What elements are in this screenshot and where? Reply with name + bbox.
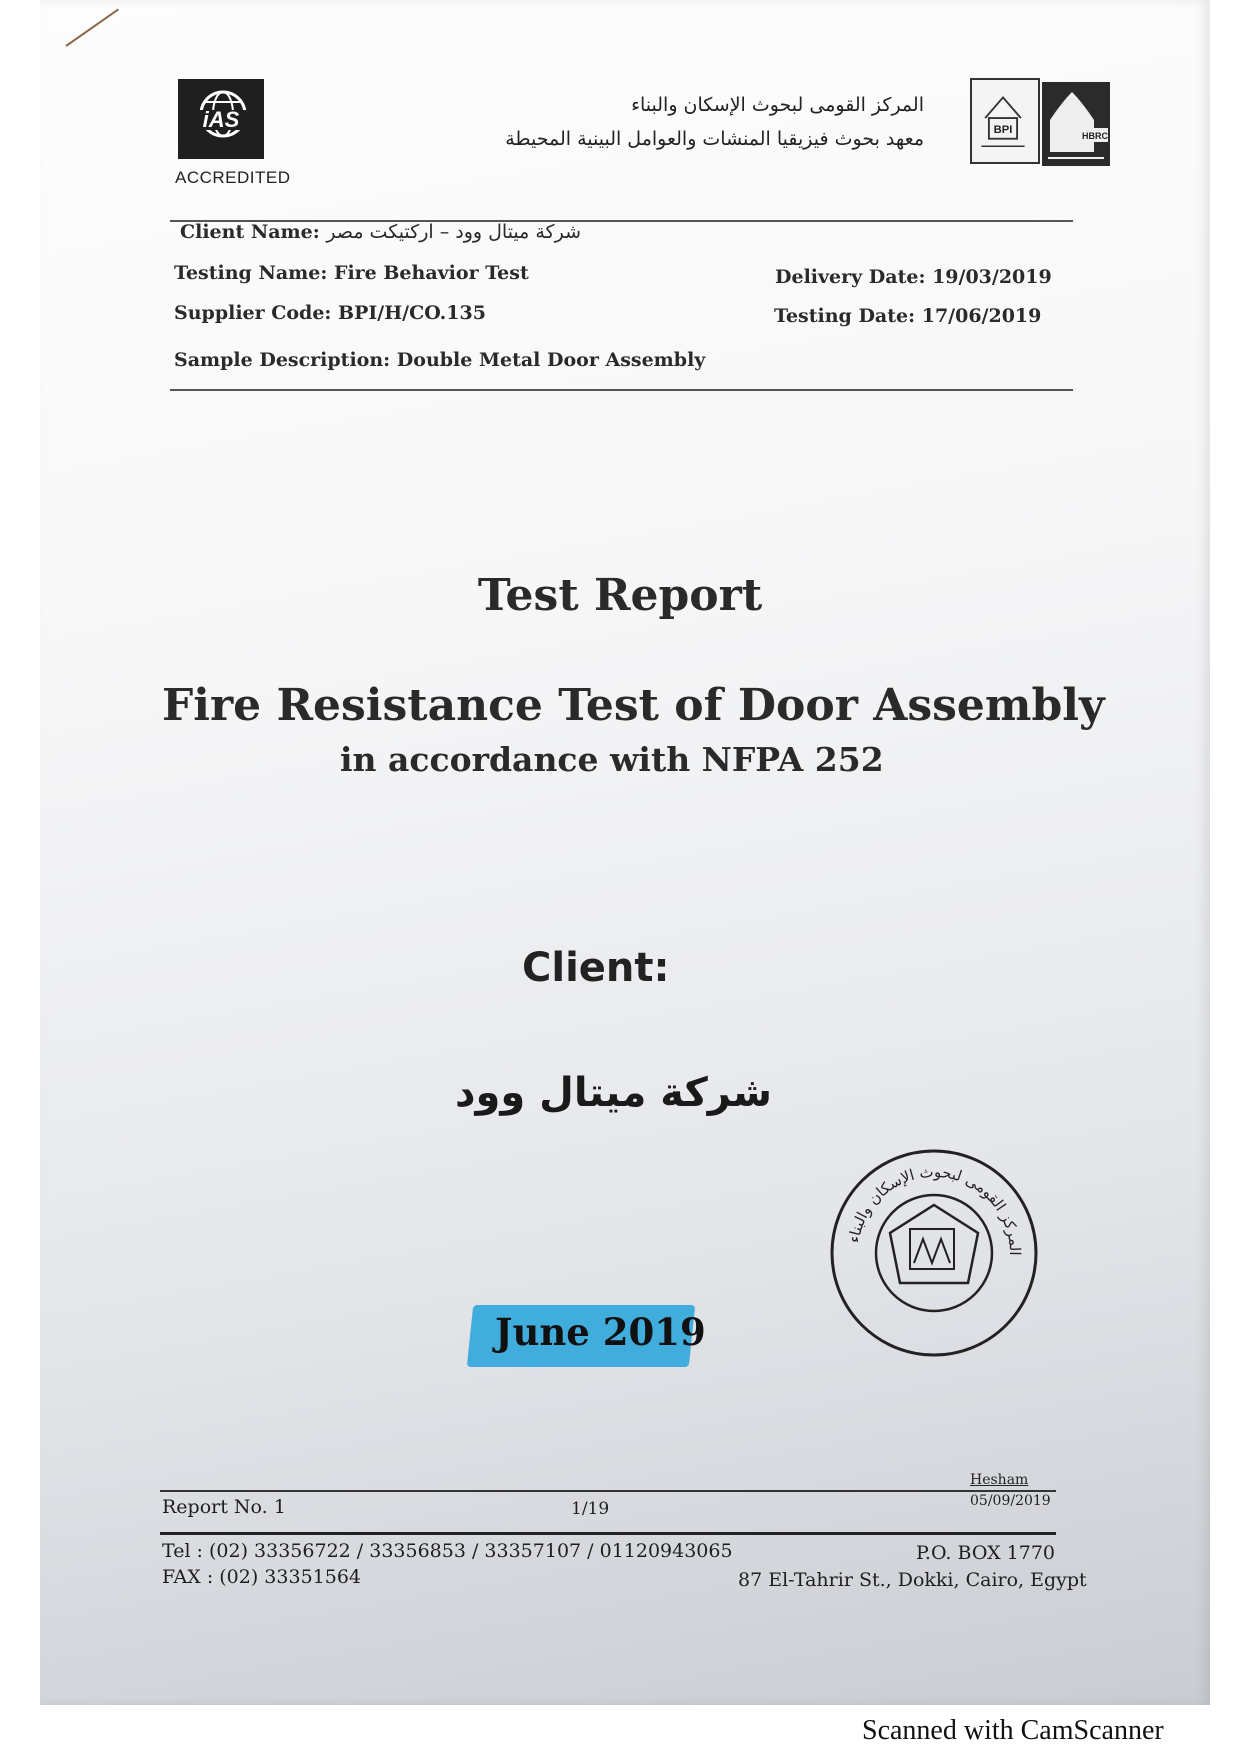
- sign-date: 05/09/2019: [970, 1493, 1051, 1509]
- po-box: P.O. BOX 1770: [916, 1542, 1055, 1564]
- client-heading: Client:: [522, 945, 670, 991]
- institute-name-arabic: المركز القومى لبحوث الإسكان والبناء: [631, 94, 924, 116]
- accredited-label: ACCREDITED: [175, 168, 291, 187]
- report-title: Test Report: [477, 570, 763, 621]
- document-page: [40, 0, 1210, 1705]
- sample-description: Sample Description: Double Metal Door Assembly: [174, 349, 706, 371]
- report-number: Report No. 1: [162, 1496, 286, 1518]
- client-name-label: Client Name:: [180, 221, 320, 243]
- testing-date: Testing Date: 17/06/2019: [774, 305, 1042, 327]
- fax-number: FAX : (02) 33351564: [162, 1566, 362, 1588]
- hbrc-logo: [1042, 82, 1110, 166]
- page-number: 1/19: [571, 1499, 610, 1519]
- globe-icon: [181, 84, 261, 154]
- report-subtitle: Fire Resistance Test of Door Assembly: [162, 680, 1105, 731]
- client-name-row: [180, 221, 581, 243]
- footer-bottom-rule: [160, 1532, 1056, 1535]
- report-date: June 2019: [495, 1310, 706, 1354]
- svg-text:BPI: BPI: [993, 124, 1013, 137]
- client-name-value: شركة ميتال وود – اركتيكت مصر: [326, 221, 582, 243]
- stamp-arabic-text: المركز القومى لبحوث الإسكان والبناء: [844, 1162, 1025, 1256]
- scanner-watermark: Scanned with CamScanner: [862, 1715, 1164, 1746]
- client-name-arabic: شركة ميتال وود: [455, 1070, 772, 1116]
- svg-text:HBRC: HBRC: [1082, 131, 1108, 141]
- address: 87 El-Tahrir St., Dokki, Cairo, Egypt: [738, 1569, 1087, 1591]
- official-stamp: [828, 1143, 1040, 1363]
- svg-text:iAS: iAS: [202, 107, 240, 132]
- svg-text:المركز القومى لبحوث الإسكان وا: [845, 1163, 1024, 1256]
- header-bottom-rule: [170, 389, 1073, 391]
- supplier-code: Supplier Code: BPI/H/CO.135: [174, 302, 486, 324]
- bpi-logo: [970, 78, 1040, 164]
- delivery-date: Delivery Date: 19/03/2019: [775, 266, 1052, 288]
- testing-name: Testing Name: Fire Behavior Test: [174, 262, 529, 284]
- ias-logo: [178, 79, 264, 159]
- report-standard: in accordance with NFPA 252: [340, 740, 884, 779]
- footer-top-rule: [160, 1490, 1056, 1492]
- tel-numbers: Tel : (02) 33356722 / 33356853 / 33357107 / 01120943065: [162, 1540, 733, 1562]
- signer-name: Hesham: [970, 1472, 1029, 1488]
- institute-subname-arabic: معهد بحوث فيزيقيا المنشات والعوامل البينية المحيطة: [505, 128, 924, 150]
